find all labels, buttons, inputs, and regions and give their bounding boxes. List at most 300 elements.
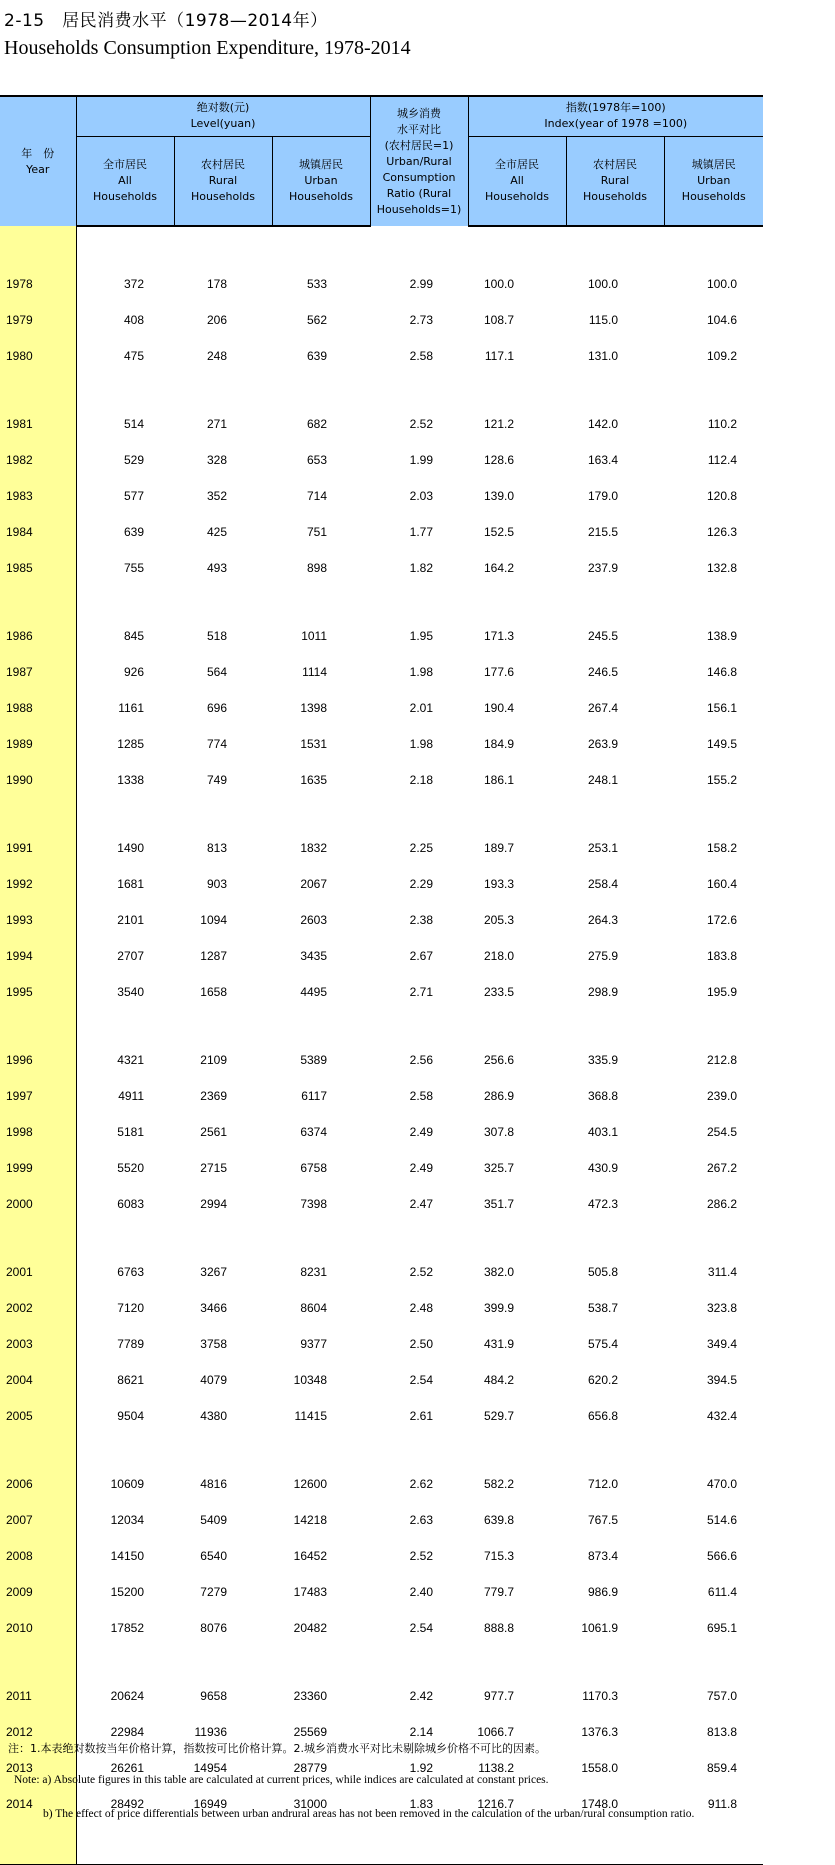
index-rural-cell: 179.0 <box>587 489 619 503</box>
year-cell: 1983 <box>0 471 76 507</box>
table-row <box>0 823 763 859</box>
index-rural-cell: 245.5 <box>587 629 619 643</box>
index-rural-cell: 403.1 <box>587 1125 619 1139</box>
table-row <box>0 1707 763 1743</box>
ratio-cell: 2.38 <box>409 913 434 927</box>
table-row <box>0 1531 763 1567</box>
index-urban-cell: 120.8 <box>707 489 738 503</box>
level-rural-cell: 425 <box>206 525 227 539</box>
level-all-cell: 514 <box>123 417 144 431</box>
level-urban-cell: 1011 <box>301 629 328 643</box>
index-rural-cell: 1170.3 <box>582 1689 619 1703</box>
index-all-cell: 139.0 <box>483 489 515 503</box>
index-urban-header <box>664 136 763 226</box>
year-cell: 1995 <box>0 967 76 1003</box>
ratio-cell: 2.56 <box>409 1053 434 1067</box>
table-row <box>0 1459 763 1495</box>
year-cell: 1986 <box>0 611 76 647</box>
level-all-cell: 12034 <box>110 1513 144 1527</box>
index-all-cell: 286.9 <box>483 1089 515 1103</box>
ratio-cell: 2.42 <box>409 1689 434 1703</box>
year-cell-empty <box>0 226 76 259</box>
level-urban-en1: Urban <box>304 173 338 187</box>
index-urban-en1: Urban <box>697 173 731 187</box>
year-cell-empty <box>0 791 76 823</box>
year-cell: 2003 <box>0 1319 76 1355</box>
year-cell-empty <box>0 1215 76 1247</box>
level-header-en: Level(yuan) <box>190 117 256 131</box>
spacer-row <box>0 791 763 823</box>
year-cell: 1981 <box>0 399 76 435</box>
level-all-zh: 全市居民 <box>103 157 147 171</box>
ratio-cell: 1.99 <box>409 453 434 467</box>
index-rural-cell: 264.3 <box>587 913 619 927</box>
level-rural-cell: 3466 <box>200 1301 227 1315</box>
ratio-cell: 2.63 <box>409 1513 434 1527</box>
index-all-cell: 977.7 <box>483 1689 515 1703</box>
ratio-cell: 2.50 <box>409 1337 434 1351</box>
ratio-cell: 2.58 <box>409 1089 434 1103</box>
index-all-cell: 582.2 <box>483 1477 515 1491</box>
level-urban-cell: 714 <box>306 489 328 503</box>
index-all-cell: 218.0 <box>483 949 515 963</box>
table-row <box>0 611 763 647</box>
index-urban-cell: 104.6 <box>707 313 738 327</box>
level-urban-cell: 6374 <box>300 1125 328 1139</box>
ratio-cell: 2.62 <box>409 1477 434 1491</box>
index-rural-cell: 215.5 <box>587 525 619 539</box>
index-rural-cell: 505.8 <box>587 1265 619 1279</box>
index-all-cell: 121.2 <box>483 417 515 431</box>
level-all-cell: 26261 <box>110 1761 144 1775</box>
table-row <box>0 1355 763 1391</box>
index-all-cell: 117.1 <box>484 349 515 363</box>
index-header-zh: 指数(1978年=100) <box>565 101 666 115</box>
table-row <box>0 1495 763 1531</box>
spacer-row <box>0 226 763 259</box>
level-urban-cell: 8604 <box>300 1301 328 1315</box>
level-rural-cell: 564 <box>206 665 227 679</box>
year-cell: 2001 <box>0 1247 76 1283</box>
index-urban-cell: 195.9 <box>707 985 738 999</box>
level-all-cell: 1490 <box>117 841 144 855</box>
table-row <box>0 435 763 471</box>
level-all-cell: 529 <box>123 453 144 467</box>
index-rural-cell: 986.9 <box>587 1585 619 1599</box>
level-rural-cell: 493 <box>206 561 227 575</box>
index-all-cell: 186.1 <box>483 773 515 787</box>
level-all-cell: 7789 <box>117 1337 144 1351</box>
index-rural-cell: 1061.9 <box>581 1621 619 1635</box>
level-urban-cell: 898 <box>306 561 328 575</box>
table-row <box>0 1143 763 1179</box>
year-cell-empty <box>0 579 76 611</box>
index-urban-cell: 323.8 <box>707 1301 738 1315</box>
level-all-cell: 1161 <box>118 701 144 715</box>
index-urban-cell: 126.3 <box>707 525 738 539</box>
year-cell: 1998 <box>0 1107 76 1143</box>
index-all-cell: 382.0 <box>483 1265 515 1279</box>
level-rural-cell: 1094 <box>200 913 227 927</box>
level-all-cell: 5520 <box>117 1161 144 1175</box>
index-all-cell: 399.9 <box>483 1301 515 1315</box>
level-rural-cell: 352 <box>206 489 227 503</box>
table-row <box>0 507 763 543</box>
level-urban-cell: 12600 <box>293 1477 328 1491</box>
level-urban-cell: 5389 <box>300 1053 328 1067</box>
level-urban-cell: 3435 <box>300 949 328 963</box>
level-urban-cell: 562 <box>306 313 328 327</box>
table-row <box>0 683 763 719</box>
level-all-cell: 15200 <box>110 1585 144 1599</box>
level-all-cell: 8621 <box>117 1373 144 1387</box>
level-all-cell: 6763 <box>117 1265 144 1279</box>
note-english-b: b) The effect of price differentials between urban andrural areas has not been removed in the calculation of the urban/rural consumption ratio. <box>43 1808 695 1820</box>
table-row <box>0 859 763 895</box>
ratio-header-en-2: Consumption <box>382 170 456 184</box>
index-urban-cell: 146.8 <box>707 665 738 679</box>
ratio-cell: 2.99 <box>409 277 434 291</box>
year-cell: 2012 <box>0 1707 76 1743</box>
spacer-row <box>0 1215 763 1247</box>
level-rural-cell: 14954 <box>193 1761 227 1775</box>
level-urban-cell: 1114 <box>302 665 328 679</box>
index-urban-cell: 311.4 <box>707 1265 738 1279</box>
ratio-column-header <box>370 96 468 226</box>
table-row <box>0 647 763 683</box>
level-all-cell: 17852 <box>110 1621 144 1635</box>
level-all-cell: 20624 <box>110 1689 144 1703</box>
level-urban-cell: 639 <box>306 349 328 363</box>
level-all-cell: 22984 <box>110 1725 144 1739</box>
level-urban-cell: 23360 <box>293 1689 328 1703</box>
index-urban-cell: 212.8 <box>707 1053 738 1067</box>
ratio-cell: 2.54 <box>409 1373 434 1387</box>
index-all-cell: 888.8 <box>483 1621 515 1635</box>
ratio-cell: 1.92 <box>409 1761 434 1775</box>
level-urban-cell: 751 <box>306 525 328 539</box>
year-cell: 2014 <box>0 1779 76 1815</box>
year-cell: 1993 <box>0 895 76 931</box>
level-rural-cell: 3267 <box>200 1265 227 1279</box>
year-cell: 1996 <box>0 1035 76 1071</box>
index-rural-cell: 275.9 <box>587 949 619 963</box>
spacer-cell <box>76 367 763 399</box>
level-all-en1: All <box>118 173 132 187</box>
index-rural-cell: 1376.3 <box>581 1725 619 1739</box>
level-rural-cell: 7279 <box>200 1585 227 1599</box>
table-row <box>0 719 763 755</box>
index-rural-cell: 335.9 <box>587 1053 619 1067</box>
year-cell: 2011 <box>0 1671 76 1707</box>
note-english-a: Note: a) Absolute figures in this table are calculated at current prices, while indices are calculated at constant prices. <box>14 1774 549 1786</box>
index-urban-cell: 911.8 <box>707 1797 738 1811</box>
year-cell: 1991 <box>0 823 76 859</box>
level-rural-cell: 6540 <box>200 1549 227 1563</box>
year-cell: 1989 <box>0 719 76 755</box>
index-all-cell: 351.7 <box>483 1197 515 1211</box>
table-row <box>0 1071 763 1107</box>
level-rural-cell: 749 <box>206 773 227 787</box>
index-all-cell: 177.6 <box>483 665 515 679</box>
ratio-header-en-4: Households=1) <box>376 202 462 216</box>
ratio-cell: 2.01 <box>409 701 434 715</box>
year-cell-empty <box>0 367 76 399</box>
index-urban-cell: 267.2 <box>707 1161 738 1175</box>
level-rural-cell: 178 <box>206 277 227 291</box>
year-cell: 2010 <box>0 1603 76 1639</box>
index-urban-cell: 394.5 <box>707 1373 738 1387</box>
spacer-row <box>0 1003 763 1035</box>
ratio-cell: 2.52 <box>409 1265 434 1279</box>
index-all-en2: Households <box>485 189 549 203</box>
level-all-cell: 845 <box>123 629 144 643</box>
level-rural-cell: 328 <box>206 453 227 467</box>
index-urban-cell: 470.0 <box>707 1477 738 1491</box>
year-cell: 1982 <box>0 435 76 471</box>
index-rural-cell: 1558.0 <box>581 1761 619 1775</box>
level-all-cell: 9504 <box>117 1409 144 1423</box>
index-group-header <box>468 96 763 136</box>
index-urban-cell: 566.6 <box>707 1549 738 1563</box>
table-row <box>0 543 763 579</box>
ratio-cell: 2.52 <box>409 1549 434 1563</box>
level-urban-cell: 14218 <box>293 1513 328 1527</box>
ratio-cell: 2.48 <box>409 1301 434 1315</box>
ratio-cell: 2.73 <box>409 313 434 327</box>
index-rural-cell: 368.8 <box>587 1089 619 1103</box>
level-urban-cell: 4495 <box>300 985 328 999</box>
level-rural-cell: 1658 <box>200 985 227 999</box>
spacer-cell <box>76 791 763 823</box>
ratio-cell: 2.58 <box>409 349 434 363</box>
level-urban-cell: 6117 <box>301 1089 328 1103</box>
level-rural-cell: 4079 <box>200 1373 227 1387</box>
index-all-cell: 484.2 <box>483 1373 515 1387</box>
level-rural-cell: 2109 <box>200 1053 227 1067</box>
index-rural-cell: 430.9 <box>587 1161 619 1175</box>
ratio-cell: 2.47 <box>409 1197 434 1211</box>
ratio-cell: 2.40 <box>409 1585 434 1599</box>
level-rural-cell: 8076 <box>200 1621 227 1635</box>
index-rural-cell: 1748.0 <box>581 1797 619 1811</box>
spacer-cell <box>76 579 763 611</box>
index-urban-cell: 155.2 <box>707 773 738 787</box>
level-urban-cell: 533 <box>306 277 328 291</box>
level-rural-cell: 2369 <box>200 1089 227 1103</box>
year-cell: 1997 <box>0 1071 76 1107</box>
index-rural-cell: 100.0 <box>587 277 619 291</box>
year-cell: 1979 <box>0 295 76 331</box>
level-all-cell: 7120 <box>117 1301 144 1315</box>
year-cell: 1994 <box>0 931 76 967</box>
table-row <box>0 1247 763 1283</box>
table-row <box>0 1603 763 1639</box>
level-all-cell: 475 <box>123 349 144 363</box>
table-body <box>0 226 763 1865</box>
table-row <box>0 1567 763 1603</box>
table-row <box>0 295 763 331</box>
index-all-cell: 431.9 <box>483 1337 515 1351</box>
ratio-cell: 1.82 <box>409 561 434 575</box>
level-all-cell: 1285 <box>117 737 144 751</box>
level-urban-cell: 28779 <box>293 1761 328 1775</box>
level-urban-cell: 2603 <box>300 913 328 927</box>
index-rural-cell: 246.5 <box>587 665 619 679</box>
level-all-cell: 10609 <box>110 1477 144 1491</box>
level-urban-cell: 653 <box>306 453 328 467</box>
year-column-header <box>0 96 76 226</box>
index-all-cell: 171.3 <box>483 629 515 643</box>
table-row <box>0 1283 763 1319</box>
level-urban-cell: 10348 <box>293 1373 328 1387</box>
year-cell: 1988 <box>0 683 76 719</box>
table-row <box>0 1391 763 1427</box>
index-all-cell: 233.5 <box>483 985 515 999</box>
level-all-cell: 3540 <box>117 985 144 999</box>
index-urban-cell: 156.1 <box>707 701 738 715</box>
index-all-cell: 193.3 <box>483 877 515 891</box>
level-rural-header <box>174 136 272 226</box>
index-all-cell: 256.6 <box>483 1053 515 1067</box>
year-cell-empty <box>0 1639 76 1671</box>
index-rural-cell: 163.4 <box>587 453 619 467</box>
level-urban-header <box>272 136 370 226</box>
spacer-cell <box>76 1815 763 1865</box>
index-rural-cell: 873.4 <box>587 1549 619 1563</box>
level-rural-en2: Households <box>191 189 255 203</box>
level-urban-cell: 682 <box>306 417 328 431</box>
table-row <box>0 967 763 1003</box>
table-row <box>0 895 763 931</box>
ratio-cell: 2.67 <box>409 949 434 963</box>
level-all-cell: 372 <box>123 277 144 291</box>
index-rural-cell: 131.0 <box>587 349 619 363</box>
table-title-chinese: 2-15 居民消费水平（1978—2014年） <box>4 11 328 31</box>
year-cell: 1978 <box>0 259 76 295</box>
index-rural-cell: 298.9 <box>587 985 619 999</box>
ratio-header-en-3: Ratio (Rural <box>386 186 452 200</box>
index-rural-cell: 142.0 <box>587 417 619 431</box>
year-cell-empty <box>0 1003 76 1035</box>
index-all-header <box>468 136 566 226</box>
level-rural-zh: 农村居民 <box>201 157 245 171</box>
index-urban-cell: 110.2 <box>707 417 738 431</box>
level-urban-cell: 1398 <box>300 701 328 715</box>
index-urban-cell: 138.9 <box>707 629 738 643</box>
level-all-cell: 926 <box>123 665 144 679</box>
level-urban-cell: 20482 <box>293 1621 328 1635</box>
level-all-cell: 5181 <box>117 1125 144 1139</box>
level-urban-cell: 9377 <box>300 1337 328 1351</box>
level-all-cell: 755 <box>123 561 144 575</box>
index-urban-cell: 183.8 <box>707 949 738 963</box>
year-cell: 1980 <box>0 331 76 367</box>
year-cell-empty <box>0 1427 76 1459</box>
index-rural-cell: 472.3 <box>587 1197 619 1211</box>
level-urban-cell: 8231 <box>300 1265 328 1279</box>
level-all-cell: 408 <box>123 313 144 327</box>
index-rural-cell: 248.1 <box>587 773 619 787</box>
table-row <box>0 1035 763 1071</box>
table-row <box>0 931 763 967</box>
index-urban-cell: 349.4 <box>707 1337 738 1351</box>
year-cell: 2013 <box>0 1743 76 1779</box>
ratio-cell: 1.95 <box>409 629 434 643</box>
level-all-cell: 6083 <box>117 1197 144 1211</box>
spacer-cell <box>76 1639 763 1671</box>
ratio-header-zh-2: 水平对比 <box>397 122 442 136</box>
level-all-cell: 1681 <box>117 877 144 891</box>
level-rural-cell: 774 <box>206 737 227 751</box>
level-rural-cell: 11936 <box>194 1725 227 1739</box>
level-urban-zh: 城镇居民 <box>299 157 343 171</box>
spacer-row <box>0 1427 763 1459</box>
level-rural-cell: 271 <box>206 417 227 431</box>
index-urban-zh: 城镇居民 <box>691 157 736 171</box>
level-urban-cell: 1832 <box>300 841 328 855</box>
index-urban-cell: 514.6 <box>707 1513 738 1527</box>
level-all-cell: 577 <box>123 489 144 503</box>
note-chinese: 注：1.本表绝对数按当年价格计算，指数按可比价格计算。2.城乡消费水平对比未剔除城乡价格不可比的因素。 <box>8 1742 546 1755</box>
index-all-cell: 190.4 <box>483 701 515 715</box>
index-urban-cell: 695.1 <box>707 1621 738 1635</box>
index-urban-cell: 813.8 <box>707 1725 738 1739</box>
ratio-header-zh-3: (农村居民=1) <box>384 138 454 152</box>
ratio-cell: 2.61 <box>409 1409 434 1423</box>
index-rural-cell: 258.4 <box>587 877 619 891</box>
level-rural-en1: Rural <box>208 173 238 187</box>
index-all-cell: 779.7 <box>483 1585 515 1599</box>
index-urban-cell: 757.0 <box>707 1689 738 1703</box>
index-rural-cell: 575.4 <box>587 1337 619 1351</box>
spacer-cell <box>76 226 763 259</box>
index-all-cell: 108.7 <box>483 313 515 327</box>
year-cell: 1992 <box>0 859 76 895</box>
index-rural-zh: 农村居民 <box>593 157 638 171</box>
index-urban-en2: Households <box>681 189 746 203</box>
level-all-cell: 639 <box>123 525 144 539</box>
year-cell: 1985 <box>0 543 76 579</box>
index-all-cell: 189.7 <box>483 841 515 855</box>
level-rural-cell: 518 <box>206 629 227 643</box>
index-urban-cell: 286.2 <box>707 1197 738 1211</box>
index-all-cell: 184.9 <box>483 737 515 751</box>
index-urban-cell: 100.0 <box>707 277 738 291</box>
level-urban-cell: 6758 <box>300 1161 328 1175</box>
index-rural-cell: 115.0 <box>588 313 619 327</box>
level-urban-cell: 1531 <box>300 737 328 751</box>
spacer-cell <box>76 1215 763 1247</box>
table-row <box>0 755 763 791</box>
ratio-cell: 1.83 <box>409 1797 434 1811</box>
table-row <box>0 1107 763 1143</box>
level-rural-cell: 4816 <box>200 1477 227 1491</box>
spacer-row <box>0 579 763 611</box>
level-urban-cell: 17483 <box>293 1585 328 1599</box>
year-cell: 2009 <box>0 1567 76 1603</box>
level-rural-cell: 16949 <box>193 1797 227 1811</box>
level-rural-cell: 2715 <box>200 1161 227 1175</box>
level-urban-cell: 16452 <box>293 1549 328 1563</box>
level-urban-en2: Households <box>289 189 353 203</box>
ratio-cell: 2.71 <box>409 985 434 999</box>
table-row <box>0 331 763 367</box>
ratio-cell: 2.29 <box>409 877 434 891</box>
ratio-header-zh-1: 城乡消费 <box>397 106 442 120</box>
index-all-en1: All <box>510 173 524 187</box>
index-rural-cell: 253.1 <box>587 841 619 855</box>
